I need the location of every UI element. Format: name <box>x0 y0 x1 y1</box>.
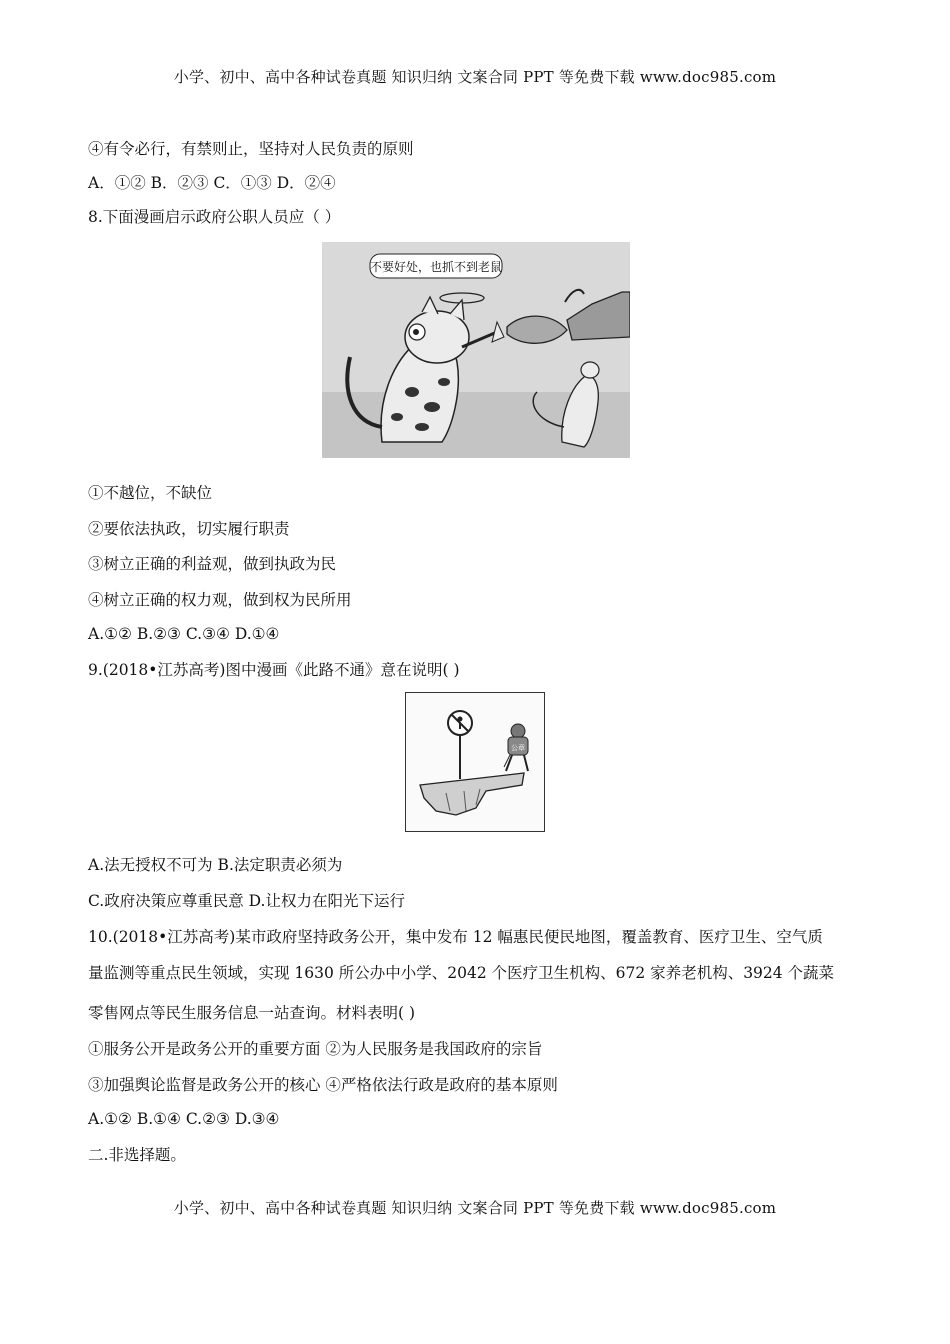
page-header: 小学、初中、高中各种试卷真题 知识归纳 文案合同 PPT 等免费下载 www.doc985.com <box>173 68 777 86</box>
q9-choices-line-2: C.政府决策应尊重民意 D.让权力在阳光下运行 <box>88 892 405 910</box>
q10-choices: A.①② B.①④ C.②③ D.③④ <box>88 1110 280 1128</box>
q10-stem-line-1: 10.(2018•江苏高考)某市政府坚持政务公开，集中发布 12 幅惠民便民地图，覆盖教育、医疗卫生、空气质 <box>88 928 823 946</box>
q8-option-2: ②要依法执政，切实履行职责 <box>88 520 290 538</box>
q8-option-3: ③树立正确的利益观，做到执政为民 <box>88 555 337 573</box>
q8-stem: 8.下面漫画启示政府公职人员应（ ） <box>88 208 341 226</box>
q9-choices-line-1: A.法无授权不可为 B.法定职责必须为 <box>88 856 343 874</box>
seal-label: 公章 <box>511 744 525 752</box>
q10-stem-line-3: 零售网点等民生服务信息一站查询。材料表明( ) <box>88 1004 416 1022</box>
section-title: 二.非选择题。 <box>88 1146 186 1164</box>
cat-fish-cartoon <box>322 242 630 458</box>
q8-option-4: ④树立正确的权力观，做到权为民所用 <box>88 591 352 609</box>
q10-options-line-2: ③加强舆论监督是政务公开的核心 ④严格依法行政是政府的基本原则 <box>88 1076 558 1094</box>
q9-stem: 9.(2018•江苏高考)图中漫画《此路不通》意在说明( ) <box>88 661 460 679</box>
q8-choices: A.①② B.②③ C.③④ D.①④ <box>88 625 280 643</box>
road-closed-cartoon <box>405 692 545 832</box>
q10-stem-line-2: 量监测等重点民生领域，实现 1630 所公办中小学、2042 个医疗卫生机构、672 家养老机构、3924 个蔬菜 <box>88 964 835 982</box>
cartoon-caption: 不要好处，也抓不到老鼠 <box>369 260 503 274</box>
q8-option-1: ①不越位，不缺位 <box>88 484 213 502</box>
q7-option-4: ④有令必行，有禁则止，坚持对人民负责的原则 <box>88 140 414 158</box>
q7-choices: A．①② B．②③ C．①③ D．②④ <box>88 174 336 192</box>
road-closed-cartoon-drawing <box>406 693 544 831</box>
page-footer: 小学、初中、高中各种试卷真题 知识归纳 文案合同 PPT 等免费下载 www.doc985.com <box>173 1199 777 1217</box>
q10-options-line-1: ①服务公开是政务公开的重要方面 ②为人民服务是我国政府的宗旨 <box>88 1040 543 1058</box>
cat-fish-cartoon-drawing <box>322 242 630 458</box>
